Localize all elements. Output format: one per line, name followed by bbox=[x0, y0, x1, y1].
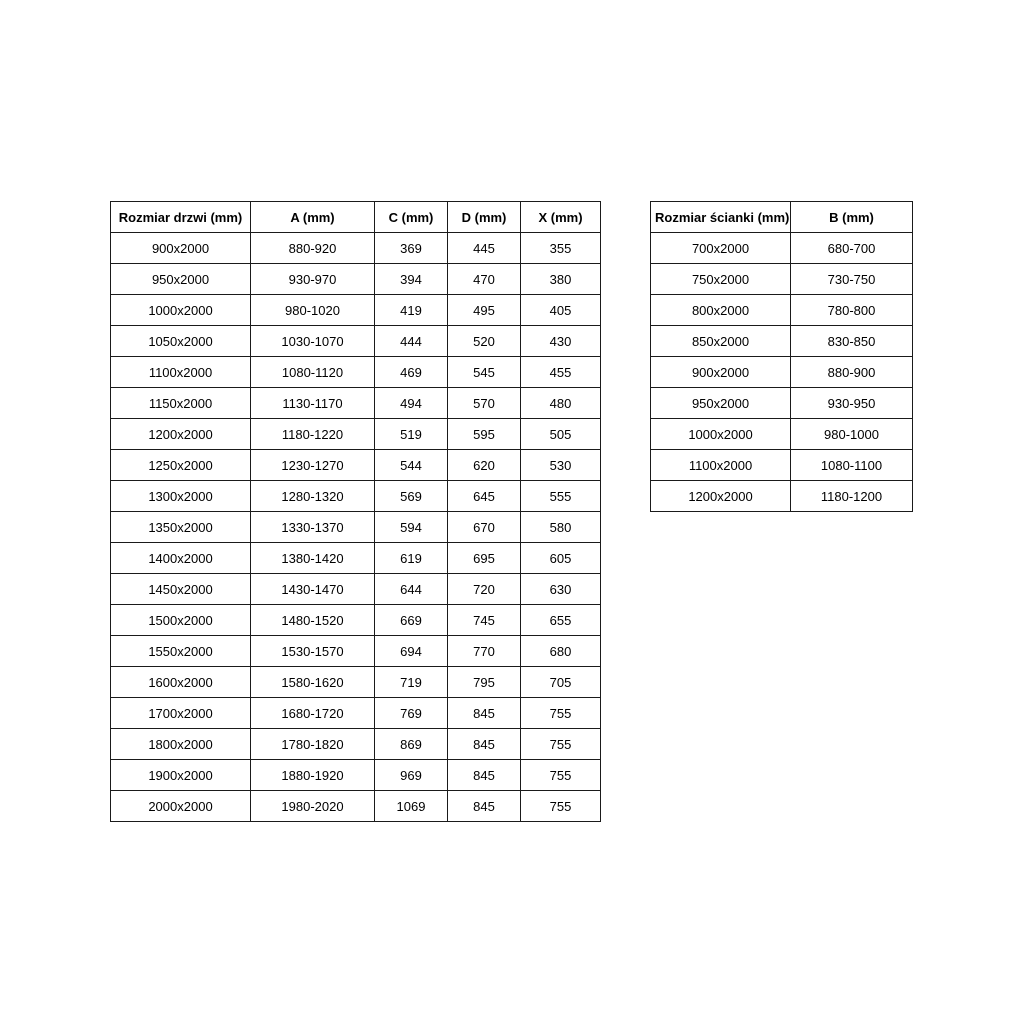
table-row bbox=[111, 264, 601, 295]
table-row bbox=[111, 574, 601, 605]
table-cell: 755 bbox=[521, 698, 601, 729]
table-cell: 745 bbox=[448, 605, 521, 636]
table-cell: 605 bbox=[521, 543, 601, 574]
table-cell: 880-920 bbox=[251, 233, 375, 264]
table-cell: 1230-1270 bbox=[251, 450, 375, 481]
table-cell: 495 bbox=[448, 295, 521, 326]
table-cell: 1050x2000 bbox=[111, 326, 251, 357]
table-cell: 555 bbox=[521, 481, 601, 512]
table-cell: 655 bbox=[521, 605, 601, 636]
column-header: A (mm) bbox=[251, 202, 375, 233]
table-row bbox=[111, 450, 601, 481]
table-cell: 1100x2000 bbox=[651, 450, 791, 481]
table-cell: 980-1020 bbox=[251, 295, 375, 326]
table-cell: 594 bbox=[375, 512, 448, 543]
table-cell: 1400x2000 bbox=[111, 543, 251, 574]
table-row bbox=[651, 450, 913, 481]
table-cell: 755 bbox=[521, 791, 601, 822]
table-cell: 900x2000 bbox=[651, 357, 791, 388]
table-cell: 1780-1820 bbox=[251, 729, 375, 760]
table-cell: 355 bbox=[521, 233, 601, 264]
table-cell: 780-800 bbox=[791, 295, 913, 326]
table-row bbox=[111, 543, 601, 574]
table-cell: 1700x2000 bbox=[111, 698, 251, 729]
table-cell: 845 bbox=[448, 791, 521, 822]
table-cell: 369 bbox=[375, 233, 448, 264]
table-cell: 1000x2000 bbox=[651, 419, 791, 450]
table-cell: 1030-1070 bbox=[251, 326, 375, 357]
table-cell: 1130-1170 bbox=[251, 388, 375, 419]
table-cell: 444 bbox=[375, 326, 448, 357]
table-cell: 1069 bbox=[375, 791, 448, 822]
table-row bbox=[651, 264, 913, 295]
table-row bbox=[111, 760, 601, 791]
column-header: X (mm) bbox=[521, 202, 601, 233]
table-cell: 1900x2000 bbox=[111, 760, 251, 791]
table-cell: 719 bbox=[375, 667, 448, 698]
table-cell: 1350x2000 bbox=[111, 512, 251, 543]
table-cell: 430 bbox=[521, 326, 601, 357]
table-cell: 770 bbox=[448, 636, 521, 667]
table-cell: 980-1000 bbox=[791, 419, 913, 450]
table-cell: 645 bbox=[448, 481, 521, 512]
column-header: D (mm) bbox=[448, 202, 521, 233]
table-row bbox=[651, 233, 913, 264]
table-cell: 694 bbox=[375, 636, 448, 667]
table-cell: 480 bbox=[521, 388, 601, 419]
table-cell: 419 bbox=[375, 295, 448, 326]
column-header: C (mm) bbox=[375, 202, 448, 233]
table-cell: 755 bbox=[521, 729, 601, 760]
column-header: Rozmiar ścianki (mm) bbox=[651, 202, 791, 233]
table-row bbox=[111, 357, 601, 388]
table-cell: 1480-1520 bbox=[251, 605, 375, 636]
table-cell: 850x2000 bbox=[651, 326, 791, 357]
wall-dimensions-table bbox=[650, 201, 913, 512]
table-cell: 869 bbox=[375, 729, 448, 760]
table-row bbox=[111, 667, 601, 698]
column-header: Rozmiar drzwi (mm) bbox=[111, 202, 251, 233]
table-row bbox=[111, 295, 601, 326]
table-cell: 1250x2000 bbox=[111, 450, 251, 481]
column-header: B (mm) bbox=[791, 202, 913, 233]
table-cell: 1450x2000 bbox=[111, 574, 251, 605]
table-cell: 795 bbox=[448, 667, 521, 698]
table-cell: 755 bbox=[521, 760, 601, 791]
table-cell: 880-900 bbox=[791, 357, 913, 388]
table-cell: 1800x2000 bbox=[111, 729, 251, 760]
table-row bbox=[111, 791, 601, 822]
table-cell: 1580-1620 bbox=[251, 667, 375, 698]
table-cell: 1680-1720 bbox=[251, 698, 375, 729]
header-row bbox=[111, 202, 601, 233]
table-cell: 644 bbox=[375, 574, 448, 605]
table-cell: 1600x2000 bbox=[111, 667, 251, 698]
table-cell: 580 bbox=[521, 512, 601, 543]
table-cell: 720 bbox=[448, 574, 521, 605]
table-cell: 1550x2000 bbox=[111, 636, 251, 667]
door-dimensions-table bbox=[110, 201, 601, 822]
table-cell: 845 bbox=[448, 760, 521, 791]
table-cell: 830-850 bbox=[791, 326, 913, 357]
table-cell: 950x2000 bbox=[111, 264, 251, 295]
table-cell: 394 bbox=[375, 264, 448, 295]
table-cell: 630 bbox=[521, 574, 601, 605]
table-cell: 769 bbox=[375, 698, 448, 729]
table-cell: 800x2000 bbox=[651, 295, 791, 326]
table-cell: 619 bbox=[375, 543, 448, 574]
table-cell: 1500x2000 bbox=[111, 605, 251, 636]
table-cell: 530 bbox=[521, 450, 601, 481]
table-cell: 669 bbox=[375, 605, 448, 636]
table-row bbox=[111, 233, 601, 264]
table-cell: 1530-1570 bbox=[251, 636, 375, 667]
table-cell: 705 bbox=[521, 667, 601, 698]
table-cell: 405 bbox=[521, 295, 601, 326]
wall-table-body bbox=[651, 233, 913, 512]
table-cell: 1200x2000 bbox=[111, 419, 251, 450]
table-cell: 845 bbox=[448, 698, 521, 729]
table-cell: 1080-1100 bbox=[791, 450, 913, 481]
table-cell: 1330-1370 bbox=[251, 512, 375, 543]
table-row bbox=[111, 698, 601, 729]
table-cell: 569 bbox=[375, 481, 448, 512]
table-cell: 620 bbox=[448, 450, 521, 481]
table-cell: 544 bbox=[375, 450, 448, 481]
table-cell: 1150x2000 bbox=[111, 388, 251, 419]
table-cell: 445 bbox=[448, 233, 521, 264]
table-cell: 930-970 bbox=[251, 264, 375, 295]
table-cell: 1100x2000 bbox=[111, 357, 251, 388]
door-table-body bbox=[111, 233, 601, 822]
table-cell: 2000x2000 bbox=[111, 791, 251, 822]
table-cell: 1180-1200 bbox=[791, 481, 913, 512]
table-cell: 845 bbox=[448, 729, 521, 760]
table-cell: 950x2000 bbox=[651, 388, 791, 419]
table-cell: 494 bbox=[375, 388, 448, 419]
table-row bbox=[651, 481, 913, 512]
table-cell: 900x2000 bbox=[111, 233, 251, 264]
table-cell: 470 bbox=[448, 264, 521, 295]
table-row bbox=[651, 326, 913, 357]
table-cell: 695 bbox=[448, 543, 521, 574]
table-row bbox=[111, 605, 601, 636]
table-row bbox=[651, 357, 913, 388]
table-row bbox=[111, 636, 601, 667]
table-cell: 505 bbox=[521, 419, 601, 450]
table-row bbox=[111, 729, 601, 760]
table-cell: 455 bbox=[521, 357, 601, 388]
table-cell: 680 bbox=[521, 636, 601, 667]
table-row bbox=[111, 481, 601, 512]
door-table-header bbox=[111, 202, 601, 233]
table-cell: 700x2000 bbox=[651, 233, 791, 264]
table-row bbox=[111, 512, 601, 543]
table-cell: 520 bbox=[448, 326, 521, 357]
table-row bbox=[651, 419, 913, 450]
table-cell: 1280-1320 bbox=[251, 481, 375, 512]
table-cell: 1380-1420 bbox=[251, 543, 375, 574]
table-cell: 969 bbox=[375, 760, 448, 791]
table-cell: 750x2000 bbox=[651, 264, 791, 295]
table-cell: 1430-1470 bbox=[251, 574, 375, 605]
table-cell: 1180-1220 bbox=[251, 419, 375, 450]
table-row bbox=[111, 419, 601, 450]
table-cell: 380 bbox=[521, 264, 601, 295]
table-cell: 930-950 bbox=[791, 388, 913, 419]
table-cell: 469 bbox=[375, 357, 448, 388]
header-row bbox=[651, 202, 913, 233]
table-cell: 570 bbox=[448, 388, 521, 419]
table-cell: 545 bbox=[448, 357, 521, 388]
table-row bbox=[111, 388, 601, 419]
table-cell: 1000x2000 bbox=[111, 295, 251, 326]
table-cell: 670 bbox=[448, 512, 521, 543]
table-cell: 1300x2000 bbox=[111, 481, 251, 512]
table-cell: 1080-1120 bbox=[251, 357, 375, 388]
table-row bbox=[651, 295, 913, 326]
table-cell: 519 bbox=[375, 419, 448, 450]
table-cell: 1880-1920 bbox=[251, 760, 375, 791]
wall-table-header bbox=[651, 202, 913, 233]
table-cell: 680-700 bbox=[791, 233, 913, 264]
table-row bbox=[111, 326, 601, 357]
table-cell: 595 bbox=[448, 419, 521, 450]
table-row bbox=[651, 388, 913, 419]
table-cell: 730-750 bbox=[791, 264, 913, 295]
table-cell: 1980-2020 bbox=[251, 791, 375, 822]
table-cell: 1200x2000 bbox=[651, 481, 791, 512]
